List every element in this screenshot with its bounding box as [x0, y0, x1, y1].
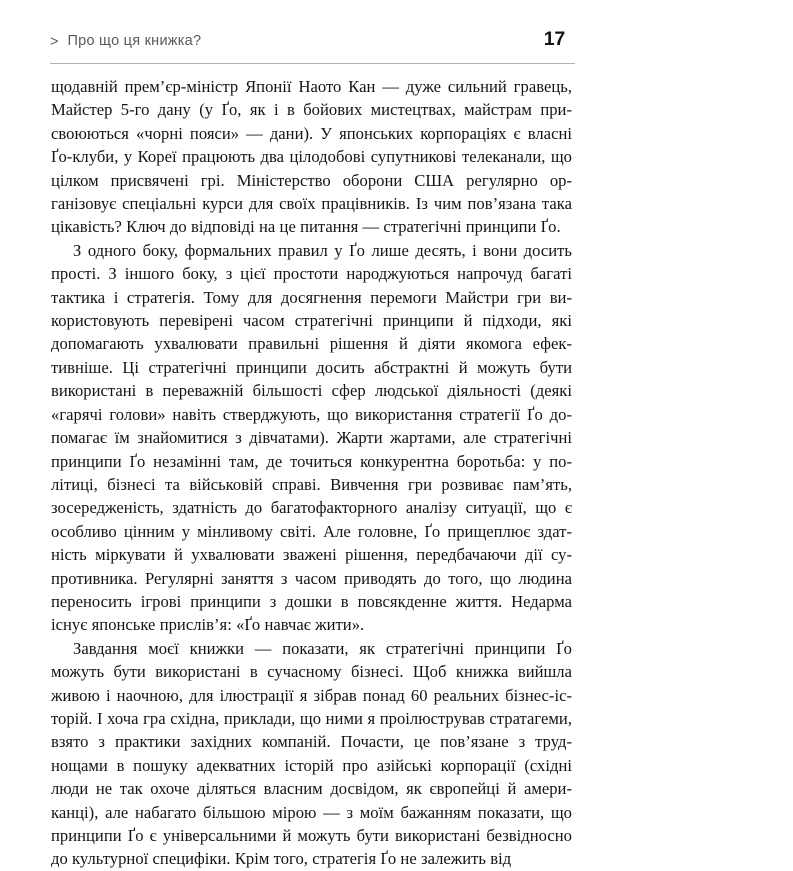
paragraph: З одного боку, формальних правил у Ґо лише десять, і вони досить прості. З іншого боку, з цієї простоти народжуються напрочуд багаті тактика і стратегія. Тому для досягнення перемоги Майстри гри використовують перевірені часом стратегічні принципи й підходи, які допомагають ухвалювати правильні рішення й діяти якомога ефективніше. Ці стратегічні принципи досить абстрактні й можуть бути використані в переважній більшості сфер людської діяльності (деякі «гарячі голови» навіть стверджують, що використання стратегії Ґо допомагає їм знайомитися з дівчатами). Жарти жартами, але стратегічні принципи Ґо незамінні там, де точиться конкурентна боротьба: у політиці, бізнесі та військовій справі. Вивчення гри розвиває пам’ять, зосередженість, здатність до багатофакторного аналізу ситуації, що є особливо цінним у мінливому світі. Але головне, Ґо прищеплює здатність міркувати й ухвалювати зважені рішення, передбачаючи дії супротивника. Регулярні заняття з часом приводять до того, що людина переносить ігрові принципи з дошки в повсякденне життя. Недарма існує японське прислів’я: «Ґо навчає жити». — [51, 240, 572, 635]
chevron-right-icon: > — [50, 34, 59, 50]
paragraph: Завдання моєї книжки — показати, як стратегічні принципи Ґо можуть бути використані в сучасному бізнесі. Щоб книжка вийшла живою і наочною, для ілюстрації я зібрав понад 60 реальних бізнес-історій. І хоча гра східна, приклади, що ними я проілюстрував стратагеми, взято з практики західних компаній. Почасти, це пов’язане з труднощами в пошуку адекватних історій про азійські корпорації (східні люди не так охоче діляться власним досвідом, як європейці й американці), але набагато більшою мірою — з моїм бажанням показати, що принципи Ґо є універсальними й можуть бути використані безвідносно до культурної специфіки. Крім того, стратегія Ґо не залежить від — [51, 638, 572, 869]
paragraph: щодавній прем’єр-міністр Японії Наото Кан — дуже сильний гравець, Майстер 5-го дану (у Ґо, як і в бойових мистецтвах, майстрам присвоюються «чорні пояси» — дани). У японських корпораціях є власні Ґо-клуби, у Кореї працюють два цілодобові супутникові телеканали, що цілком присвячені грі. Міністерство оборони США регулярно організовує спеціальні курси для своїх працівників. Із чим пов’язана така цікавість? Ключ до відповіді на це питання — стратегічні принципи Ґо. — [51, 77, 572, 237]
page-number: 17 — [543, 28, 565, 50]
body-text-column — [51, 75, 572, 871]
chapter-title: Про що ця книжка? — [67, 33, 202, 49]
running-head — [50, 30, 575, 64]
running-head-left — [50, 34, 201, 49]
running-head-inner — [50, 30, 575, 63]
